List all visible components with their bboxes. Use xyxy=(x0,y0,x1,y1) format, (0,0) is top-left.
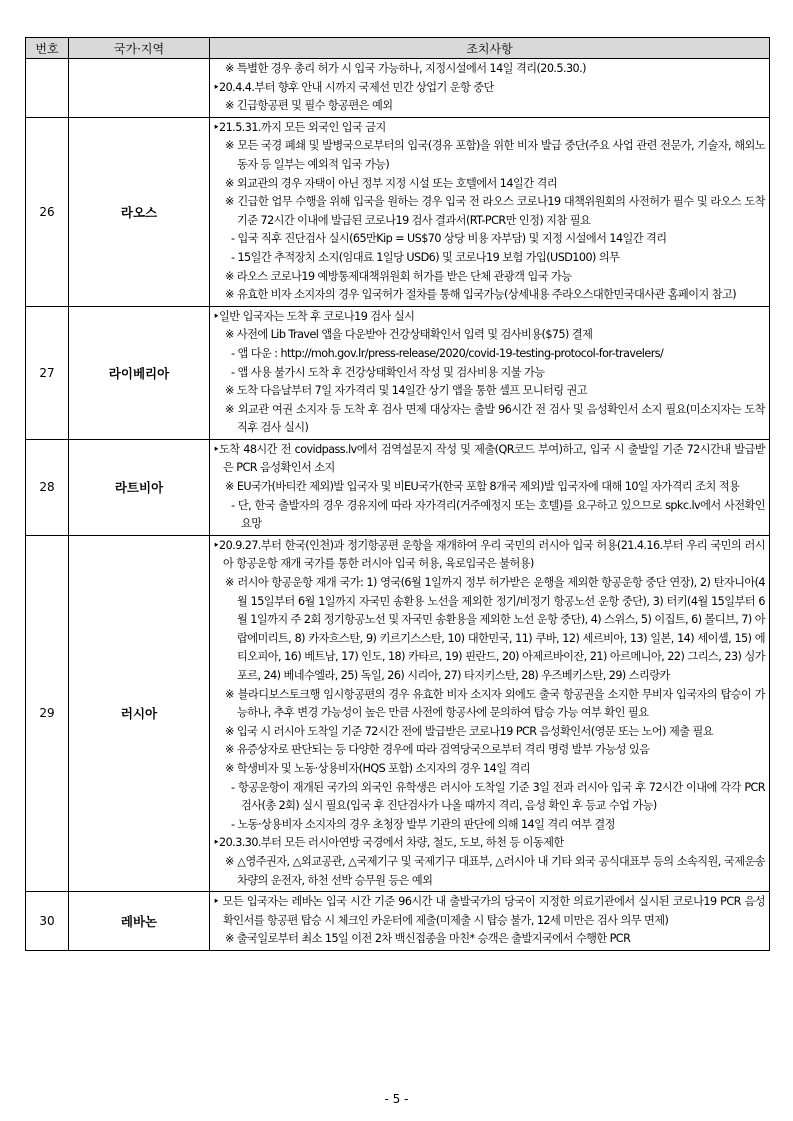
measure-note: ※ 특별한 경우 총리 허가 시 입국 가능하나, 지정시설에서 14일 격리(20.5.30.) xyxy=(225,62,586,75)
measure-note: ※ 학생비자 및 노동·상용비자(HQS 포함) 소지자의 경우 14일 격리 xyxy=(225,761,530,775)
header-country: 국가·지역 xyxy=(69,38,210,59)
measure-subnote: - 입국 직후 진단검사 실시(65만Kip = US$70 상당 비용 자부담) 및 지정 시설에서 14일간 격리 xyxy=(231,232,667,246)
measures-cell xyxy=(210,892,770,951)
measure-item: ‣21.5.31.까지 모든 외국인 입국 금지 xyxy=(213,120,386,134)
measures-cell xyxy=(210,59,770,118)
row-number xyxy=(26,59,69,118)
measures-cell xyxy=(210,117,770,306)
measure-note: ※ 유증상자로 판단되는 등 다양한 경우에 따라 검역당국으로부터 격리 명령 발부 가능성 있음 xyxy=(225,743,650,757)
measure-note: ※ 입국 시 러시아 도착일 기준 72시간 전에 발급받은 코로나19 PCR 음성확인서(영문 또는 노어) 제출 필요 xyxy=(225,724,714,738)
measure-item: ‣ 모든 입국자는 레바논 입국 시간 기준 96시간 내 출발국가의 당국이 지정한 의료기관에서 실시된 코로나19 PCR 음성확인서를 항공편 탑승 시 체크인 카운터에 제출(미제출 시 탑승 불가, 12세 미만은 검사 의무 면제) xyxy=(213,895,765,927)
table-row xyxy=(26,117,770,306)
measure-note: ※ 라오스 코로나19 예방통제대책위원회 허가를 받은 단체 관광객 입국 가능 xyxy=(225,269,572,283)
measure-note: ※ 출국일로부터 최소 15일 이전 2차 백신접종을 마친* 승객은 출발지국에서 수행한 PCR xyxy=(225,932,631,946)
row-number: 30 xyxy=(26,892,69,951)
country-name: 라오스 xyxy=(69,117,210,306)
country-name xyxy=(69,59,210,118)
table-row xyxy=(26,59,770,118)
measure-item: ‣20.4.4.부터 향후 안내 시까지 국제선 민간 상업기 운항 중단 xyxy=(213,80,494,94)
country-name: 러시아 xyxy=(69,535,210,891)
measures-cell xyxy=(210,439,770,535)
measure-item: ‣20.9.27.부터 한국(인천)과 정기항공편 운항을 재개하여 우리 국민의 러시아 입국 허용(21.4.16.부터 우리 국민의 러시아 항공운항 재개 국가를 통한 러시아 입국 허용, 육로입국은 불허용) xyxy=(213,538,765,571)
measure-item: ‣도착 48시간 전 covidpass.lv에서 검역설문지 작성 및 제출(QR코드 부여)하고, 입국 시 출발일 기준 72시간내 발급받은 PCR 음성확인서 소지 xyxy=(213,442,765,475)
country-name: 라이베리아 xyxy=(69,306,210,439)
measure-item: ‣20.3.30.부터 모든 러시아연방 국경에서 차량, 철도, 도보, 하천 등 이동제한 xyxy=(213,836,564,850)
measure-note: ※ 모든 국경 폐쇄 및 발병국으로부터의 입국(경유 포함)을 위한 비자 발급 중단(주요 사업 관련 전문가, 기술자, 해외노동자 등 일부는 예외적 입국 가능) xyxy=(225,139,765,171)
measure-item: ‣일반 입국자는 도착 후 코로나19 검사 실시 xyxy=(213,309,415,323)
row-number: 26 xyxy=(26,117,69,306)
measure-note: ※ △영주권자, △외교공관, △국제기구 및 국제기구 대표부, △러시아 내 기타 외국 공식대표부 등의 소속직원, 국제운송 차량의 운전자, 하천 선박 승무원 등은 예외 xyxy=(225,854,765,887)
measure-note: ※ 블라디보스토크행 임시항공편의 경우 유효한 비자 소지자 외에도 출국 항공권을 소지한 무비자 입국자의 탑승이 가능하나, 추후 변경 가능성이 높은 만큼 사전에 항공사에 문의하여 탑승 가능 여부 확인 필요 xyxy=(225,687,765,720)
measures-table xyxy=(25,37,770,951)
row-number: 29 xyxy=(26,535,69,891)
table-row xyxy=(26,306,770,439)
measure-subnote: - 앱 다운 : http://moh.gov.lr/press-release/2020/covid-19-testing-protocol-for-travelers/ xyxy=(231,346,664,360)
measure-note: ※ 긴급한 업무 수행을 위해 입국을 원하는 경우 입국 전 라오스 코로나19 대책위원회의 사전허가 필수 및 라오스 도착 기준 72시간 이내에 발급된 코로나19 검사 결과서(RT-PCR만 인정) 지참 필요 xyxy=(225,195,765,227)
row-number: 27 xyxy=(26,306,69,439)
table-row xyxy=(26,535,770,891)
measure-note: ※ 러시아 항공운항 재개 국가: 1) 영국(6월 1일까지 정부 허가받은 운행을 제외한 항공운항 중단 연장), 2) 탄자니아(4월 15일부터 6월 1일까지 자국민 송환용 노선을 제외한 정기/비정기 항공노선 운항 중단), 3) 터키(4월 15일부터 6월 1일까지 주 2회 정기항공노선 및 자국민 송환용을 제외한 노선 운항 중단), 4) 스위스, 5) 이집트, 6) 몰디브, 7) 아랍에미리트, 8) 카자흐스탄, 9) 키르기스스탄, 10) 대한민국, 11) 쿠바, 12) 세르비아, 13) 일본, 14) 세이셸, 15) 에티오피아, 16) 베트남, 17) 인도, 18) 카타르, 19) 핀란드, 20) 아제르바이잔, 21) 아르메니아, 22) 그리스, 23) 싱가포르, 24) 베네수엘라, 25) 독일, 26) 시리아, 27) 타지키스탄, 28) 우즈베키스탄, 29) 스리랑카 xyxy=(225,576,765,682)
measure-subnote: - 15일간 추적장치 소지(임대료 1일당 USD6) 및 코로나19 보험 가입(USD100) 의무 xyxy=(231,250,620,264)
measure-subnote: - 노동·상용비자 소지자의 경우 초청장 발부 기관의 판단에 의해 14일 격리 여부 결정 xyxy=(231,817,615,831)
measure-note: ※ 외교관의 경우 자택이 아닌 정부 지정 시설 또는 호텔에서 14일간 격리 xyxy=(225,176,557,190)
measure-note: ※ 사전에 Lib Travel 앱을 다운받아 건강상태확인서 입력 및 검사비용($75) 결제 xyxy=(225,328,593,342)
table-row xyxy=(26,892,770,951)
measures-cell xyxy=(210,306,770,439)
measure-note: ※ 긴급항공편 및 필수 항공편은 예외 xyxy=(225,99,393,113)
measure-subnote: - 단, 한국 출발자의 경우 경유지에 따라 자가격리(거주예정지 또는 호텔)를 요구하고 있으므로 spkc.lv에서 사전확인 요망 xyxy=(231,498,765,531)
measure-note: ※ 외교관 여권 소지자 등 도착 후 검사 면제 대상자는 출발 96시간 전 검사 및 음성확인서 소지 필요(미소지자는 도착 직후 검사 실시) xyxy=(225,402,765,435)
header-no: 번호 xyxy=(26,38,69,59)
table-row xyxy=(26,439,770,535)
page-number: - 5 - xyxy=(384,1092,409,1106)
measures-cell xyxy=(210,535,770,891)
measure-subnote: - 앱 사용 불가시 도착 후 건강상태확인서 작성 및 검사비용 지불 가능 xyxy=(231,365,545,379)
table-header-row xyxy=(26,38,770,59)
measure-note: ※ 유효한 비자 소지자의 경우 입국허가 절차를 통해 입국가능(상세내용 주라오스대한민국대사관 홈페이지 참고) xyxy=(225,288,737,302)
country-name: 라트비아 xyxy=(69,439,210,535)
measure-subnote: - 항공운항이 재개된 국가의 외국인 유학생은 러시아 도착일 기준 3일 전과 러시아 입국 후 72시간 이내에 각각 PCR 검사(총 2회) 실시 필요(입국 후 진단검사가 나올 때까지 격리, 음성 확인 후 등교 수업 가능) xyxy=(231,780,765,813)
header-measures: 조치사항 xyxy=(210,38,770,59)
country-name: 레바논 xyxy=(69,892,210,951)
measure-note: ※ EU국가(바티칸 제외)발 입국자 및 비EU국가(한국 포함 8개국 제외)발 입국자에 대해 10일 자가격리 조치 적용 xyxy=(225,480,740,494)
measure-note: ※ 도착 다음날부터 7일 자가격리 및 14일간 상기 앱을 통한 셀프 모니터링 권고 xyxy=(225,384,588,398)
row-number: 28 xyxy=(26,439,69,535)
